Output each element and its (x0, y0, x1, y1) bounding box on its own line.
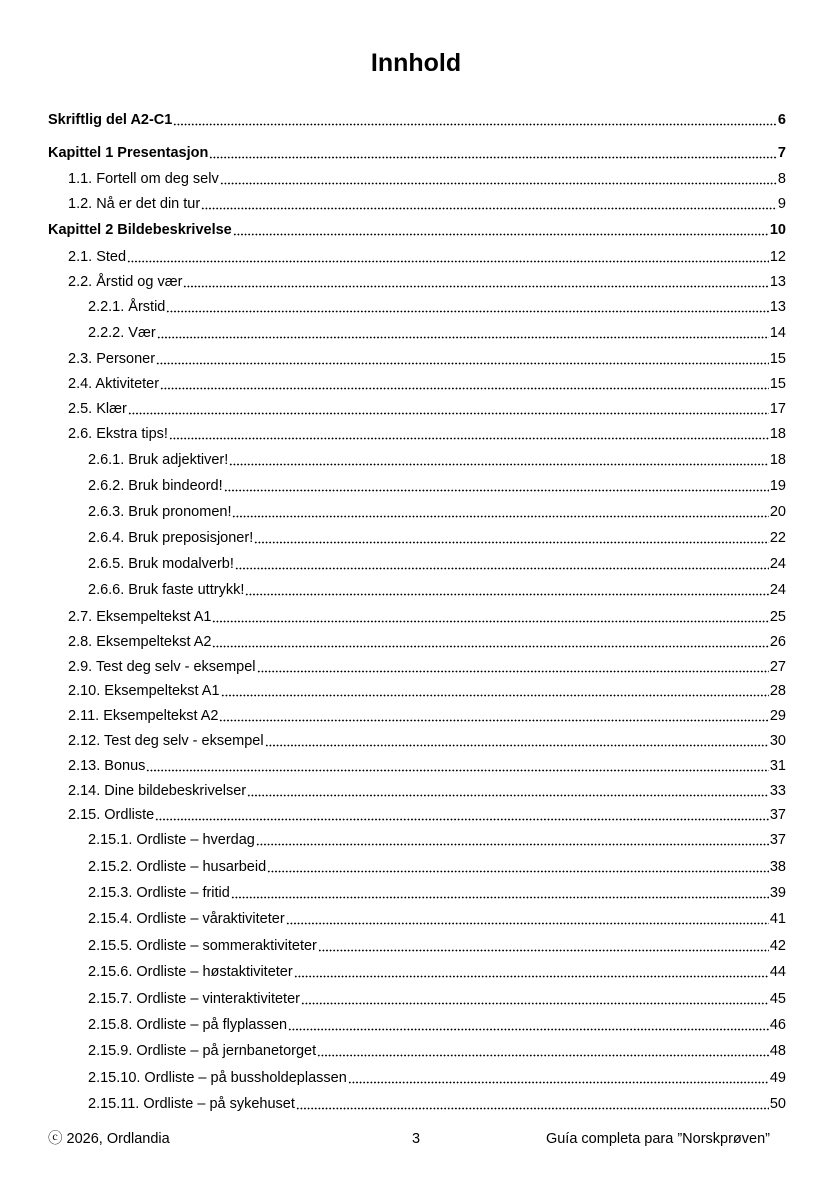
toc-entry-label: 1.1. Fortell om deg selv (68, 171, 219, 187)
toc-entry-page-number: 44 (769, 964, 786, 980)
toc-dot-leader (224, 489, 769, 492)
toc-entry-label: Skriftlig del A2-C1 (48, 112, 173, 128)
footer-copyright: ⓒ 2026, Ordlandia (48, 1131, 170, 1147)
toc-entry-label: 2.15.6. Ordliste – høstaktiviteter (88, 964, 293, 980)
toc-entry-label: 2.15.8. Ordliste – på flyplassen (88, 1017, 288, 1033)
toc-entry-page-number: 30 (769, 733, 786, 749)
toc-entry-label: 2.2.1. Årstid (88, 299, 166, 315)
toc-entry-page-number: 6 (777, 112, 786, 128)
toc-entry-label: 2.15.3. Ordliste – fritid (88, 885, 230, 901)
toc-dot-leader (212, 620, 768, 623)
toc-entry[interactable] (68, 272, 786, 292)
toc-entry[interactable] (88, 1041, 786, 1061)
toc-entry-page-number: 22 (769, 530, 786, 546)
toc-dot-leader (265, 744, 769, 747)
toc-entry[interactable] (68, 169, 786, 189)
toc-dot-leader (209, 156, 777, 159)
toc-dot-leader (128, 412, 769, 415)
toc-entry-page-number: 25 (769, 609, 786, 625)
toc-entry-page-number: 37 (769, 832, 786, 848)
toc-entry[interactable] (68, 731, 786, 751)
toc-entry-label: 2.6.3. Bruk pronomen! (88, 504, 232, 520)
toc-dot-leader (296, 1107, 769, 1110)
toc-entry-page-number: 27 (769, 659, 786, 675)
toc-entry[interactable] (88, 323, 786, 343)
toc-dot-leader (235, 567, 769, 570)
toc-entry-label: 2.2.2. Vær (88, 325, 156, 341)
toc-entry-label: 2.15.2. Ordliste – husarbeid (88, 859, 267, 875)
toc-entry-page-number: 7 (777, 145, 786, 161)
toc-dot-leader (245, 593, 769, 596)
toc-entry-page-number: 37 (769, 807, 786, 823)
toc-entry[interactable] (88, 502, 786, 522)
footer-page-number: 3 (411, 1131, 421, 1147)
toc-entry[interactable] (88, 476, 786, 496)
toc-entry-page-number: 41 (769, 911, 786, 927)
toc-dot-leader (267, 870, 769, 873)
toc-entry-page-number: 12 (769, 249, 786, 265)
toc-entry-label: 2.15.4. Ordliste – våraktiviteter (88, 911, 285, 927)
toc-dot-leader (155, 818, 769, 821)
toc-entry[interactable] (88, 883, 786, 903)
toc-entry[interactable] (68, 349, 786, 369)
toc-entry[interactable] (88, 1094, 786, 1114)
toc-entry-page-number: 24 (769, 556, 786, 572)
toc-entry[interactable] (88, 857, 786, 877)
toc-entry[interactable] (68, 657, 786, 677)
toc-entry-page-number: 20 (769, 504, 786, 520)
toc-entry-label: 2.6.5. Bruk modalverb! (88, 556, 234, 572)
toc-entry-label: 2.11. Eksempeltekst A2 (68, 708, 219, 724)
toc-dot-leader (256, 843, 769, 846)
toc-entry-page-number: 38 (769, 859, 786, 875)
toc-entry-label: 2.12. Test deg selv - eksempel (68, 733, 264, 749)
toc-entry[interactable] (68, 247, 786, 267)
toc-entry[interactable] (68, 805, 786, 825)
toc-dot-leader (247, 794, 769, 797)
toc-entry[interactable] (88, 580, 786, 600)
toc-entry-label: 2.14. Dine bildebeskrivelser (68, 783, 247, 799)
toc-entry[interactable] (68, 399, 786, 419)
toc-entry[interactable] (88, 528, 786, 548)
toc-entry-page-number: 10 (769, 222, 786, 238)
toc-entry[interactable] (88, 830, 786, 850)
toc-entry[interactable] (88, 450, 786, 470)
toc-entry-label: 2.5. Klær (68, 401, 127, 417)
toc-entry[interactable] (68, 781, 786, 801)
toc-dot-leader (348, 1081, 769, 1084)
toc-entry-page-number: 46 (769, 1017, 786, 1033)
toc-entry[interactable] (88, 936, 786, 956)
toc-entry[interactable] (88, 297, 786, 317)
toc-entry-page-number: 42 (769, 938, 786, 954)
toc-entry[interactable] (88, 1015, 786, 1035)
toc-entry[interactable] (68, 194, 786, 214)
toc-entry-label: Kapittel 1 Presentasjon (48, 145, 209, 161)
toc-entry[interactable] (68, 632, 786, 652)
toc-entry[interactable] (68, 607, 786, 627)
toc-dot-leader (166, 310, 768, 313)
toc-entry-label: 2.8. Eksempeltekst A2 (68, 634, 212, 650)
toc-entry-page-number: 45 (769, 991, 786, 1007)
toc-entry[interactable] (88, 554, 786, 574)
toc-entry-page-number: 13 (769, 299, 786, 315)
toc-dot-leader (294, 975, 769, 978)
toc-entry-page-number: 13 (769, 274, 786, 290)
toc-entry-label: 2.10. Eksempeltekst A1 (68, 683, 220, 699)
toc-entry-page-number: 19 (769, 478, 786, 494)
toc-entry-page-number: 39 (769, 885, 786, 901)
toc-entry-page-number: 33 (769, 783, 786, 799)
toc-entry-label: 2.15.10. Ordliste – på bussholdeplassen (88, 1070, 347, 1086)
toc-entry[interactable] (68, 374, 786, 394)
toc-dot-leader (219, 719, 768, 722)
toc-entry-label: 2.15.7. Ordliste – vinteraktiviteter (88, 991, 300, 1007)
toc-dot-leader (257, 670, 769, 673)
toc-entry-label: 2.6.4. Bruk preposisjoner! (88, 530, 254, 546)
toc-dot-leader (233, 233, 769, 236)
toc-entry-page-number: 26 (769, 634, 786, 650)
toc-entry-label: 2.4. Aktiviteter (68, 376, 160, 392)
toc-entry-label: 2.2. Årstid og vær (68, 274, 183, 290)
toc-entry-page-number: 15 (769, 351, 786, 367)
toc-entry-label: 2.9. Test deg selv - eksempel (68, 659, 256, 675)
toc-entry-page-number: 29 (769, 708, 786, 724)
toc-dot-leader (201, 207, 777, 210)
toc-dot-leader (254, 541, 769, 544)
toc-entry-page-number: 9 (777, 196, 786, 212)
toc-entry-label: 2.3. Personer (68, 351, 156, 367)
toc-entry-label: 1.2. Nå er det din tur (68, 196, 201, 212)
toc-entry[interactable] (48, 110, 786, 130)
toc-dot-leader (156, 362, 769, 365)
toc-entry-label: Kapittel 2 Bildebeskrivelse (48, 222, 232, 238)
toc-entry-page-number: 17 (769, 401, 786, 417)
toc-entry[interactable] (68, 681, 786, 701)
toc-entry[interactable] (88, 909, 786, 929)
toc-dot-leader (221, 694, 769, 697)
toc-dot-leader (169, 437, 769, 440)
toc-entry[interactable] (88, 962, 786, 982)
toc-dot-leader (127, 260, 769, 263)
toc-dot-leader (160, 387, 769, 390)
toc-entry-label: 2.6. Ekstra tips! (68, 426, 168, 442)
toc-entry-label: 2.15. Ordliste (68, 807, 155, 823)
toc-entry[interactable] (68, 756, 786, 776)
toc-dot-leader (212, 645, 768, 648)
toc-entry-label: 2.6.6. Bruk faste uttrykk! (88, 582, 245, 598)
toc-entry-page-number: 24 (769, 582, 786, 598)
toc-entry-page-number: 8 (777, 171, 786, 187)
toc-entry[interactable] (68, 706, 786, 726)
toc-dot-leader (286, 922, 769, 925)
toc-entry-label: 2.7. Eksempeltekst A1 (68, 609, 212, 625)
toc-dot-leader (157, 336, 769, 339)
toc-dot-leader (220, 182, 777, 185)
toc-entry-page-number: 18 (769, 452, 786, 468)
page-footer (0, 1129, 832, 1149)
toc-entry[interactable] (48, 220, 786, 240)
toc-entry-page-number: 49 (769, 1070, 786, 1086)
toc-entry-page-number: 15 (769, 376, 786, 392)
toc-dot-leader (318, 949, 769, 952)
toc-entry-label: 2.6.2. Bruk bindeord! (88, 478, 223, 494)
footer-book-title: Guía completa para ”Norskprøven” (545, 1131, 770, 1147)
toc-dot-leader (229, 463, 769, 466)
toc-dot-leader (232, 515, 768, 518)
toc-entry[interactable] (88, 989, 786, 1009)
toc-entry-page-number: 28 (769, 683, 786, 699)
toc-entry-label: 2.15.11. Ordliste – på sykehuset (88, 1096, 295, 1112)
toc-dot-leader (317, 1054, 769, 1057)
toc-entry-label: 2.6.1. Bruk adjektiver! (88, 452, 229, 468)
toc-entry-label: 2.13. Bonus (68, 758, 146, 774)
toc-entry-label: 2.1. Sted (68, 249, 127, 265)
toc-dot-leader (231, 896, 769, 899)
toc-entry[interactable] (68, 424, 786, 444)
toc-entry-label: 2.15.1. Ordliste – hverdag (88, 832, 255, 848)
toc-entry[interactable] (88, 1068, 786, 1088)
toc-entry-page-number: 31 (769, 758, 786, 774)
toc-entry-page-number: 48 (769, 1043, 786, 1059)
toc-dot-leader (173, 123, 777, 126)
toc-dot-leader (183, 285, 768, 288)
toc-dot-leader (146, 769, 768, 772)
toc-entry-page-number: 18 (769, 426, 786, 442)
toc-dot-leader (301, 1002, 769, 1005)
toc-entry[interactable] (48, 143, 786, 163)
toc-entry-label: 2.15.9. Ordliste – på jernbanetorget (88, 1043, 317, 1059)
toc-entry-label: 2.15.5. Ordliste – sommeraktiviteter (88, 938, 317, 954)
toc-entry-page-number: 14 (769, 325, 786, 341)
toc-dot-leader (288, 1028, 769, 1031)
page-title: Innhold (370, 49, 462, 77)
toc-entry-page-number: 50 (769, 1096, 786, 1112)
